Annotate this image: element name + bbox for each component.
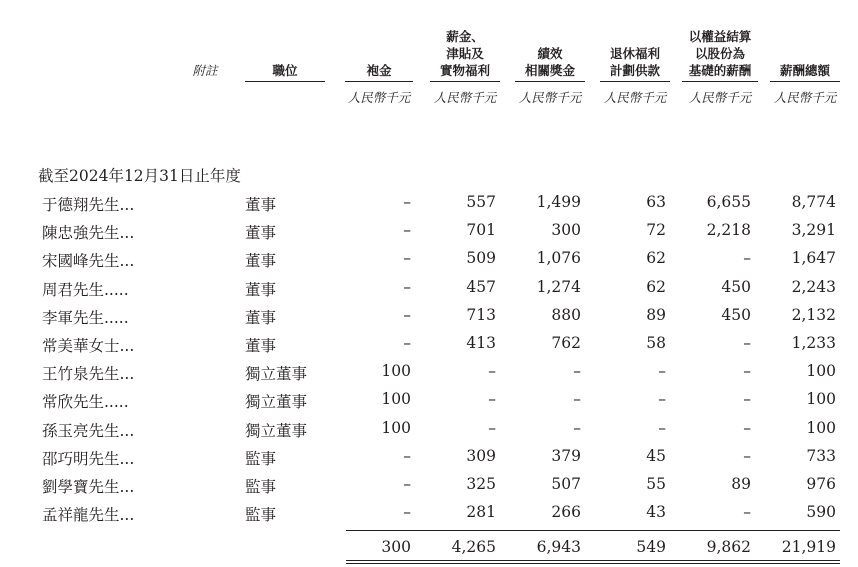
row-total: 8,774 (791, 193, 836, 211)
header-bonus-line1: 績效 (537, 46, 563, 61)
row-bonus: 266 (551, 503, 581, 522)
row-share: – (743, 334, 751, 352)
row-position: 董事 (245, 196, 277, 214)
row-salary: 713 (466, 305, 496, 324)
row-name: 李軍先生..... (42, 308, 129, 327)
total-double-rule-1 (346, 560, 840, 561)
row-salary: 325 (466, 475, 496, 493)
row-salary: 557 (466, 193, 496, 211)
row-share: – (743, 362, 751, 381)
header-share-underline (682, 81, 758, 82)
row-bonus: – (573, 390, 581, 409)
row-share: – (743, 503, 751, 522)
row-bonus: – (573, 362, 581, 381)
header-salary (430, 28, 500, 79)
header-share-line3: 基礎的薪酬 (688, 63, 752, 78)
row-position: 監事 (245, 506, 277, 525)
table-row (0, 419, 858, 447)
header-share-line2: 以股份為 (694, 46, 745, 61)
row-bonus: – (573, 418, 581, 437)
header-share-line1: 以權益結算 (688, 29, 752, 44)
row-fee: 100 (381, 362, 411, 381)
row-total: 3,291 (791, 221, 836, 240)
table-row (0, 362, 858, 390)
row-position: 董事 (245, 252, 277, 271)
table-row (0, 334, 858, 362)
row-position: 董事 (245, 308, 277, 327)
total-double-rule-2 (346, 563, 840, 564)
row-share: – (743, 418, 751, 437)
total-share: 9,862 (706, 538, 751, 556)
row-fee: – (403, 334, 411, 352)
row-name: 于德翔先生... (42, 196, 135, 214)
row-total: 2,132 (791, 305, 836, 324)
header-pension-line1: 退休福利 (609, 46, 660, 61)
row-bonus: 507 (551, 475, 581, 493)
header-salary-underline (430, 81, 500, 82)
row-fee: – (403, 277, 411, 296)
row-share: 450 (721, 305, 751, 324)
row-share: 89 (731, 475, 751, 493)
unit-fee: 人民幣千元 (347, 90, 411, 105)
table-row (0, 390, 858, 418)
row-name: 常欣先生..... (42, 393, 129, 412)
unit-bonus: 人民幣千元 (518, 90, 582, 105)
row-pension: 72 (646, 221, 666, 240)
row-name: 邵巧明先生... (42, 449, 135, 468)
row-bonus: 1,274 (536, 277, 581, 296)
row-position: 董事 (245, 337, 277, 355)
header-pension-line2: 計劃供款 (609, 63, 660, 78)
row-salary: – (488, 362, 496, 381)
row-fee: – (403, 249, 411, 268)
row-salary: 281 (466, 503, 496, 522)
row-salary: – (488, 418, 496, 437)
header-fee: 袍金 (366, 63, 392, 78)
row-share: 6,655 (706, 193, 751, 211)
total-total: 21,919 (781, 538, 836, 556)
row-bonus: 300 (551, 221, 581, 240)
header-salary-line1: 薪金、 (446, 29, 484, 44)
row-total: 100 (806, 418, 836, 437)
row-pension: 43 (646, 503, 666, 522)
table-row (0, 249, 858, 277)
header-total: 薪酬總額 (779, 63, 830, 78)
row-salary: 509 (466, 249, 496, 268)
row-salary: 309 (466, 446, 496, 465)
row-bonus: 1,076 (536, 249, 581, 268)
row-fee: 100 (381, 390, 411, 409)
row-pension: 58 (646, 334, 666, 352)
row-pension: – (658, 390, 666, 409)
header-note: 附註 (192, 63, 218, 78)
row-name: 宋國峰先生... (42, 252, 135, 271)
table-row (0, 193, 858, 221)
row-name: 陳忠強先生... (42, 224, 135, 243)
row-position: 獨立董事 (245, 365, 308, 384)
row-bonus: 1,499 (536, 193, 581, 211)
row-position: 董事 (245, 224, 277, 243)
row-pension: 45 (646, 446, 666, 465)
table-row (0, 475, 858, 503)
row-salary: 413 (466, 334, 496, 352)
table-row (0, 306, 858, 334)
row-total: 733 (806, 446, 836, 465)
total-pension: 549 (636, 538, 666, 556)
header-bonus (515, 45, 585, 79)
header-position-underline (245, 81, 325, 82)
total-salary: 4,265 (451, 538, 496, 556)
row-fee: – (403, 446, 411, 465)
row-name: 孫玉亮先生... (42, 421, 135, 440)
row-pension: – (658, 418, 666, 437)
row-position: 監事 (245, 478, 277, 496)
header-bonus-line2: 相關獎金 (524, 63, 575, 78)
row-name: 孟祥龍先生... (42, 506, 135, 525)
table-row (0, 447, 858, 475)
row-share: 2,218 (706, 221, 751, 240)
row-fee: – (403, 305, 411, 324)
row-pension: 55 (646, 475, 666, 493)
header-pension-underline (600, 81, 670, 82)
row-pension: 89 (646, 305, 666, 324)
row-bonus: 379 (551, 446, 581, 465)
row-salary: 701 (466, 221, 496, 240)
header-fee-underline (345, 81, 413, 82)
unit-total: 人民幣千元 (773, 90, 837, 105)
row-name: 周君先生..... (42, 280, 129, 299)
row-pension: 63 (646, 193, 666, 211)
row-fee: 100 (381, 418, 411, 437)
table-row (0, 278, 858, 306)
row-pension: 62 (646, 277, 666, 296)
row-position: 獨立董事 (245, 393, 308, 412)
header-position: 職位 (272, 63, 298, 78)
row-bonus: 762 (551, 334, 581, 352)
row-share: – (743, 446, 751, 465)
period-label: 截至2024年12月31日止年度 (38, 167, 241, 185)
row-total: 100 (806, 362, 836, 381)
header-bonus-underline (515, 81, 585, 82)
row-total: 976 (806, 475, 836, 493)
header-salary-line2: 津貼及 (446, 46, 484, 61)
header-pension (600, 45, 670, 79)
row-total: 2,243 (791, 277, 836, 296)
unit-salary: 人民幣千元 (433, 90, 497, 105)
row-fee: – (403, 193, 411, 211)
row-fee: – (403, 503, 411, 522)
row-salary: 457 (466, 277, 496, 296)
row-bonus: 880 (551, 305, 581, 324)
row-salary: – (488, 390, 496, 409)
table-row (0, 503, 858, 531)
row-fee: – (403, 475, 411, 493)
row-total: 1,647 (791, 249, 836, 268)
row-position: 獨立董事 (245, 421, 308, 440)
row-total: 1,233 (791, 334, 836, 352)
row-name: 劉學寶先生... (42, 478, 135, 496)
row-position: 董事 (245, 280, 277, 299)
row-share: – (743, 249, 751, 268)
row-position: 監事 (245, 449, 277, 468)
row-total: 590 (806, 503, 836, 522)
total-fee: 300 (381, 538, 411, 556)
unit-pension: 人民幣千元 (603, 90, 667, 105)
total-top-rule (346, 530, 840, 531)
unit-share: 人民幣千元 (688, 90, 752, 105)
header-share (682, 28, 758, 79)
row-share: 450 (721, 277, 751, 296)
row-pension: – (658, 362, 666, 381)
row-name: 王竹泉先生... (42, 365, 135, 384)
header-total-underline (770, 81, 840, 82)
row-pension: 62 (646, 249, 666, 268)
table-row (0, 221, 858, 249)
row-share: – (743, 390, 751, 409)
total-bonus: 6,943 (536, 538, 581, 556)
row-name: 常美華女士... (42, 337, 135, 355)
header-salary-line3: 實物福利 (439, 63, 490, 78)
row-fee: – (403, 221, 411, 240)
row-total: 100 (806, 390, 836, 409)
